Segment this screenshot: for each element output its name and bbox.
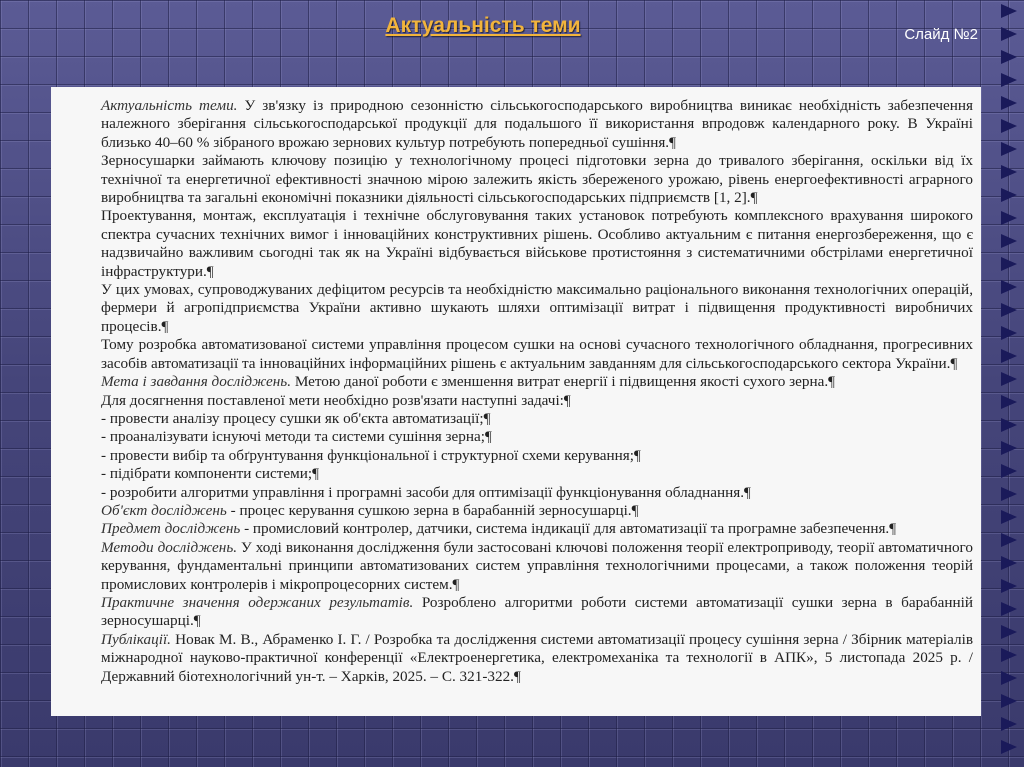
- arrow-bullet-icon: [1001, 119, 1017, 133]
- task-item: - провести аналізу процесу сушки як об'єкта автоматизації;¶: [101, 409, 491, 427]
- arrow-bullet-icon: [1001, 510, 1017, 524]
- arrow-bullet-icon: [1001, 50, 1017, 64]
- relevance-label: Актуальність теми.: [101, 97, 238, 114]
- arrow-bullet-icon: [1001, 533, 1017, 547]
- arrow-bullet-icon: [1001, 441, 1017, 455]
- subject-label: Предмет досліджень: [101, 520, 241, 538]
- relevance-text: У зв'язку із природною сезонністю сільськогосподарського виробництва виникає необхідність забезпечення належного зберігання сільськогосподарської продукції для подальшого її використання впродовж календарного року. В Україні близько 40–60 % зібраного врожаю зернових культур потребують попередньої сушіння.¶: [101, 97, 973, 151]
- object-text: - процес керування сушкою зерна в барабанній зерносушарці.¶: [226, 501, 639, 519]
- arrow-bullet-icon: [1001, 717, 1017, 731]
- paragraph-methods: [101, 539, 973, 594]
- paragraph-tasks-intro: Для досягнення поставленої мети необхідно розв'язати наступні задачі:¶: [101, 391, 571, 409]
- methods-text: У ході виконання дослідження були застосовані ключові положення теорії електроприводу, теорії автоматичного керування, фундаментальні принципи автоматизованих систем управління технологічними процесами, а також положення теорій промислових контролерів і мікропроцесорних систем.¶: [101, 538, 973, 593]
- paragraph-dryers: Зерносушарки займають ключову позицію у технологічному процесі підготовки зерна до тривалого зберігання, оскільки від їх технічної та енергетичної ефективності значною мірою залежить якість збереженого урожаю, рівень енергоефективності аграрного виробництва та загальні економічні показники діяльності сільськогосподарських підприємств [1, 2].¶: [101, 152, 973, 207]
- arrow-bullet-icon: [1001, 211, 1017, 225]
- publications-text: Новак М. В., Абраменко І. Г. / Розробка та дослідження системи автоматизації процесу сушіння зерна / Збірник матеріалів міжнародної науково-практичної конференції «Електроенергетика, електромеханіка та технології в АПК», 5 листопада 2025 р. / Державний біотехнологічний ун-т. – Харків, 2025. – С. 321-322.¶: [101, 630, 973, 685]
- subject-text: - промисловий контролер, датчики, система індикації для автоматизації та програмне забезпечення.¶: [240, 520, 897, 538]
- methods-label: Методи досліджень.: [101, 538, 238, 556]
- practical-label: Практичне значення одержаних результатів.: [101, 593, 414, 611]
- arrow-bullet-icon: [1001, 4, 1017, 18]
- arrow-bullet-icon: [1001, 165, 1017, 179]
- arrow-bullet-icon: [1001, 648, 1017, 662]
- arrow-bullet-icon: [1001, 142, 1017, 156]
- task-item: - підібрати компоненти системи;¶: [101, 465, 320, 483]
- paragraph-relevance: [101, 97, 973, 152]
- paragraph-conditions: У цих умовах, супроводжуваних дефіцитом ресурсів та необхідністю максимально раціонального виконання технологічних операцій, фермери й агропідприємства України активно шукають шляхи оптимізації витрат і підвищення продуктивності виробничих процесів.¶: [101, 281, 973, 335]
- arrow-bullet-icon: [1001, 372, 1017, 386]
- arrow-bullet-icon: [1001, 257, 1017, 271]
- arrow-bullet-icon: [1001, 625, 1017, 639]
- paragraph-subject: [101, 520, 973, 538]
- decorative-arrow-column: [997, 0, 1024, 767]
- arrow-bullet-icon: [1001, 602, 1017, 616]
- task-item: - розробити алгоритми управління і програмні засоби для оптимізації функціонування обладнання.¶: [101, 483, 751, 501]
- paragraph-practical: [101, 594, 973, 631]
- arrow-bullet-icon: [1001, 487, 1017, 501]
- arrow-bullet-icon: [1001, 671, 1017, 685]
- arrow-bullet-icon: [1001, 188, 1017, 202]
- paragraph-goal: [101, 373, 973, 391]
- paragraph-design: Проектування, монтаж, експлуатація і технічне обслуговування таких установок потребують комплексного врахування широкого спектра сучасних технічних вимог і інноваційних конструктивних рішень. Особливо актуальним є питання енергозбереження, що є надзвичайно важливим сьогодні так як на Україні відбувається військове протистояння з систематичними обстрілами енергетичної інфраструктури.¶: [101, 207, 973, 280]
- paragraph-development: Тому розробка автоматизованої системи управління процесом сушки на основі сучасного технологічного обладнання, прогресивних засобів автоматизації та інноваційних інформаційних рішень є актуальним завданням для сільськогосподарського сектора України.¶: [101, 336, 973, 372]
- paragraph-object: [101, 502, 973, 520]
- arrow-bullet-icon: [1001, 740, 1017, 754]
- arrow-bullet-icon: [1001, 280, 1017, 294]
- arrow-bullet-icon: [1001, 326, 1017, 340]
- arrow-bullet-icon: [1001, 27, 1017, 41]
- goal-label: Мета і завдання досліджень.: [101, 373, 292, 391]
- arrow-bullet-icon: [1001, 96, 1017, 110]
- slide-title: Актуальність теми: [385, 14, 581, 37]
- arrow-bullet-icon: [1001, 418, 1017, 432]
- arrow-bullet-icon: [1001, 234, 1017, 248]
- paragraph-publications: [101, 631, 973, 686]
- arrow-bullet-icon: [1001, 395, 1017, 409]
- arrow-bullet-icon: [1001, 464, 1017, 478]
- slide-number: Слайд №2: [904, 26, 978, 43]
- task-item: - проаналізувати існуючі методи та системи сушіння зерна;¶: [101, 428, 492, 446]
- arrow-bullet-icon: [1001, 579, 1017, 593]
- document-image: [51, 87, 981, 716]
- arrow-bullet-icon: [1001, 556, 1017, 570]
- publications-label: Публікації.: [101, 630, 171, 648]
- task-item: - провести вибір та обґрунтування функціональної і структурної схеми керування;¶: [101, 446, 641, 464]
- object-label: Об'єкт досліджень: [101, 501, 227, 519]
- goal-text: Метою даної роботи є зменшення витрат енергії і підвищення якості сухого зерна.¶: [291, 373, 836, 391]
- arrow-bullet-icon: [1001, 694, 1017, 708]
- arrow-bullet-icon: [1001, 303, 1017, 317]
- arrow-bullet-icon: [1001, 73, 1017, 87]
- practical-text: Розроблено алгоритми роботи системи автоматизації сушки зерна в барабанній зерносушарці.¶: [101, 593, 973, 630]
- arrow-bullet-icon: [1001, 349, 1017, 363]
